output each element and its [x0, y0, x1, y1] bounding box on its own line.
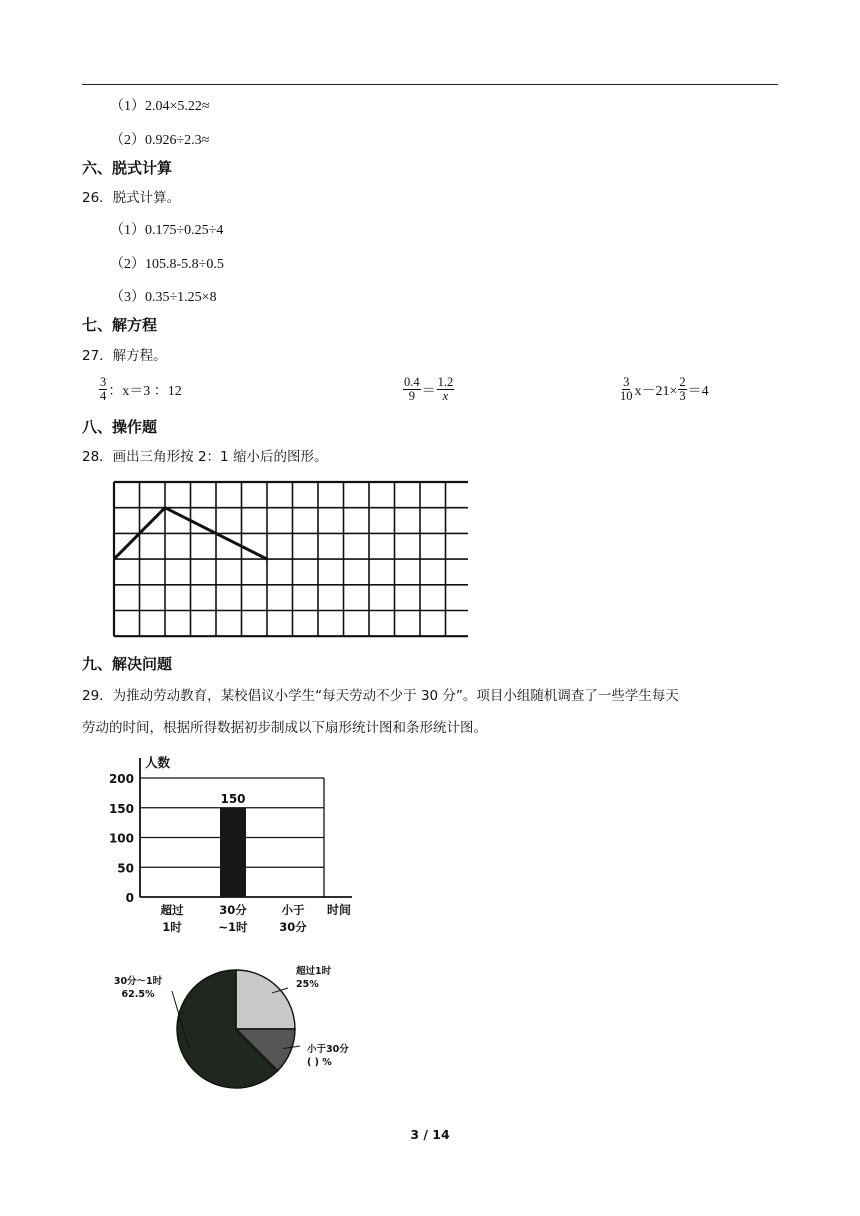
- equals-sign: ＝: [421, 383, 436, 399]
- y-tick-label: 100: [108, 831, 134, 846]
- fraction-denominator: 10: [620, 389, 633, 403]
- fraction-numerator: 0.4: [404, 375, 420, 389]
- section-title-7: 七、解方程: [82, 316, 158, 334]
- section-title-6: 六、脱式计算: [82, 159, 173, 177]
- y-axis-label: 人数: [145, 755, 171, 770]
- calc-item-3: （3）0.35÷1.25×8: [110, 290, 217, 305]
- equation-1-fraction: [99, 376, 107, 403]
- pie-slice-label: 62.5%: [121, 989, 155, 1000]
- y-tick-label: 0: [125, 891, 134, 905]
- pie-slice-label: 小于30分: [307, 1044, 349, 1055]
- page-number: 3 / 14: [410, 1127, 450, 1142]
- pie-slice-label: 30分～1时: [113, 976, 163, 987]
- calc-item-2: （2）105.8-5.8÷0.5: [110, 257, 224, 272]
- x-tick-label: 小于: [281, 903, 305, 917]
- equation-2-left-fraction: [403, 376, 421, 403]
- equation-3: [618, 376, 709, 403]
- fraction-denominator: 9: [408, 389, 415, 403]
- x-tick-label: 30分: [219, 903, 247, 917]
- pie-chart: [100, 960, 390, 1095]
- bar: [220, 808, 246, 897]
- x-tick-label: 超过: [160, 903, 184, 917]
- fraction-numerator: 2: [679, 375, 686, 389]
- pie-chart-slices: [177, 970, 295, 1088]
- y-tick-label: 150: [108, 801, 134, 816]
- x-axis-label: 时间: [327, 903, 352, 917]
- fraction-numerator: 1.2: [437, 375, 454, 389]
- pie-slice-label: ( ) %: [307, 1057, 332, 1068]
- equation-3-right-fraction: [678, 376, 686, 403]
- pie-slice-label: 超过1时: [296, 966, 332, 977]
- x-tick-label: 30分: [279, 920, 307, 934]
- equation-2-right-fraction: [437, 376, 455, 403]
- fraction-denominator: x: [442, 389, 449, 403]
- equation-1: [98, 376, 182, 403]
- fraction-denominator: 4: [100, 389, 107, 403]
- question-26: 26．脱式计算。: [82, 190, 181, 206]
- section-title-9: 九、解决问题: [82, 655, 173, 673]
- question-29-line-2: 劳动的时间，根据所得数据初步制成以下扇形统计图和条形统计图。: [82, 720, 487, 736]
- fraction-denominator: 3: [679, 389, 686, 403]
- x-tick-label: ~1时: [218, 920, 248, 934]
- estimate-item-2: （2）0.926÷2.3≈: [110, 133, 210, 148]
- bar-chart: [100, 748, 370, 943]
- grid-lines: [114, 482, 468, 636]
- y-tick-label: 200: [108, 772, 134, 786]
- fraction-numerator: 3: [623, 375, 630, 389]
- pie-slice: [236, 970, 295, 1029]
- question-29-line-1: 29．为推动劳动教育，某校倡议小学生“每天劳动不少于 30 分”。项目小组随机调查了一些学生每天: [82, 688, 679, 704]
- estimate-item-1: （1）2.04×5.22≈: [110, 99, 210, 114]
- equation-1-rest: ：x＝3 ：12: [108, 383, 182, 399]
- question-28: 28．画出三角形按 2：1 缩小后的图形。: [82, 449, 328, 465]
- question-27: 27．解方程。: [82, 348, 167, 364]
- drawing-grid: [108, 476, 468, 642]
- section-title-8: 八、操作题: [82, 418, 158, 436]
- equation-3-rest: ＝4: [687, 383, 709, 399]
- x-tick-label: 1时: [162, 920, 182, 934]
- pie-slice-label: 25%: [296, 979, 319, 990]
- y-tick-label: 50: [117, 861, 134, 876]
- equation-2: [402, 376, 455, 403]
- bar-value-label: 150: [220, 791, 246, 806]
- equation-3-left-fraction: [619, 376, 634, 403]
- equation-3-middle: x－21×: [634, 383, 678, 399]
- calc-item-1: （1）0.175÷0.25÷4: [110, 223, 224, 238]
- header-rule: [82, 84, 778, 85]
- bar-chart-marks: [220, 808, 246, 897]
- fraction-numerator: 3: [100, 375, 107, 389]
